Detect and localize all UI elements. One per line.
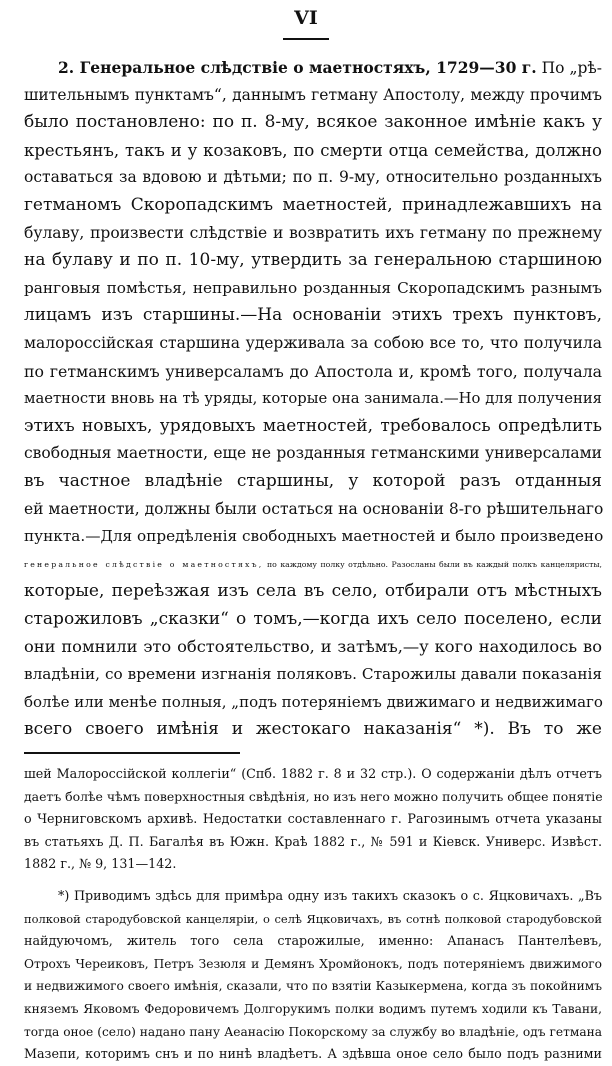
footnote-line: Мазепи, которимъ снъ и по нинѣ владѣетъ. А здѣвша оное село было подъ разними [24,1046,602,1062]
footnote-line: 1882 г., № 9, 131—142. [24,856,177,872]
text-line: по гетманскимъ универсаламъ до Апостола и, кромѣ того, получала [24,361,602,381]
text-line: гетманомъ Скоропадскимъ маетностей, принадлежавшихъ на [24,194,602,215]
text-line: маетности вновь на тѣ уряды, которые она занимала.—Но для получения [24,390,602,408]
text-line: малороссійская старшина удерживала за собою все то, что получила [24,333,602,352]
text-line: свободныя маетности, еще не розданныя гетманскими универсалами [24,444,602,463]
footnote-line: въ статьяхъ Д. П. Багалѣя въ Южн. Краѣ 1882 г., № 591 и Кіевск. Универс. Извѣст. [24,833,602,849]
text-line: этихъ новыхъ, урядовыхъ маетностей, требовалось опредѣлить [24,415,602,436]
text-line: ей маетности, должны были остаться на основаніи 8-го рѣшительнаго [24,499,604,518]
main-text [24,54,602,744]
footnote-line: шей Малороссійской коллегіи“ (Спб. 1882 г. 8 и 32 стр.). О содержаніи дѣлъ отчетъ [24,766,602,781]
text-line: лицамъ изъ старшины.—На основаніи этихъ трехъ пунктовъ, [24,305,602,326]
footnote-line: полковой стародубовской канцеляріи, о селѣ Яцковичахъ, въ сотнѣ полковой стародубовской [24,911,602,926]
footnotes [24,763,602,1066]
footnote-line: найдуючомъ, житель того села старожилые, именно: Апанасъ Пантелѣевъ, [24,933,602,949]
text-line: шительнымъ пунктамъ“, даннымъ гетману Апостолу, между прочимъ [24,85,602,104]
text-line: старожиловъ „сказки“ о томъ,—когда ихъ село поселено, если [24,608,602,629]
footnote-line: даетъ болѣе чѣмъ поверхностныя свѣдѣнія, но изъ него можно получить общее понятіе [24,788,603,804]
page-number-underline [283,38,329,40]
text-line: которые, переѣзжая изъ села въ село, отбирали отъ мѣстныхъ [24,581,602,602]
footnote-line: тогда оное (село) надано пану Аеанасію Покорскому за службу во владѣніе, одъ гетмана [24,1024,602,1039]
page-number: VI [294,7,318,29]
spaced-term: генеральное слѣдствіе о маетностяхъ, [24,559,264,569]
footnote-line: и недвижимого своего имѣнія, сказали, что по взятіи Казыкермена, когда зъ покойнимъ [24,979,602,994]
footnote-separator [24,752,240,754]
section-heading: 2. Генеральное слѣдствіе о маетностяхъ, 1729—30 г. [58,58,537,77]
text-line: болѣе или менѣе полныя, „подъ потеряніемъ движимаго и недвижимаго [24,692,603,711]
text-line: въ частное владѣніе старшины, у которой разъ отданныя [24,470,602,491]
text-line: ранговыя помѣстья, неправильно розданныя Скоропадскимъ разнымъ [24,278,602,297]
text-line: на булаву и по п. 10-му, утвердить за генеральною старшиною [24,250,602,271]
footnote-line: княземъ Яковомъ Федоровичемъ Долгорукимъ полки водимъ путемъ ходили къ Тавани, [24,1001,602,1016]
text-line: крестьянъ, такъ и у козаковъ, по смерти отца семейства, должно [24,140,602,160]
text-line: генеральное слѣдствіе о маетностяхъ, по каждому полку отдѣльно. Разосланы были въ каждый полкъ канцеляристы, [24,559,603,569]
text-line: оставаться за вдовою и дѣтьми; по п. 9-му, относительно розданныхъ [24,168,602,187]
text-line: владѣніи, со времени изгнанія поляковъ. Старожилы давали показанія [24,665,602,684]
footnote-star-line: *) Приводимъ здѣсь для примѣра одну изъ такихъ сказокъ о с. Яцковичахъ. „Въ [58,887,602,903]
footnote-line: о Черниговскомъ архивѣ. Недостатки составленнаго г. Рагозинымъ отчета указаны [24,811,602,827]
text-line: было постановлено: по п. 8-му, всякое законное имѣніе какъ у [24,112,602,133]
text-line: они помнили это обстоятельство, и затѣмъ,—у кого находилось во [24,637,602,657]
text-line: булаву, произвести слѣдствіе и возвратить ихъ гетману по прежнему [24,223,602,242]
footnote-line: Отрохъ Череиковъ, Петръ Зезюля и Демянъ Хромйонокъ, подъ потеряніемъ движимого [24,956,602,971]
text-line: пункта.—Для опредѣленія свободныхъ маетностей и было произведено [24,527,604,546]
text-line: всего своего имѣнія и жестокаго наказанія“ *). Въ то же [24,719,602,740]
text-line: 2. Генеральное слѣдствіе о маетностяхъ, 1729—30 г. По „рѣ- [58,58,602,77]
